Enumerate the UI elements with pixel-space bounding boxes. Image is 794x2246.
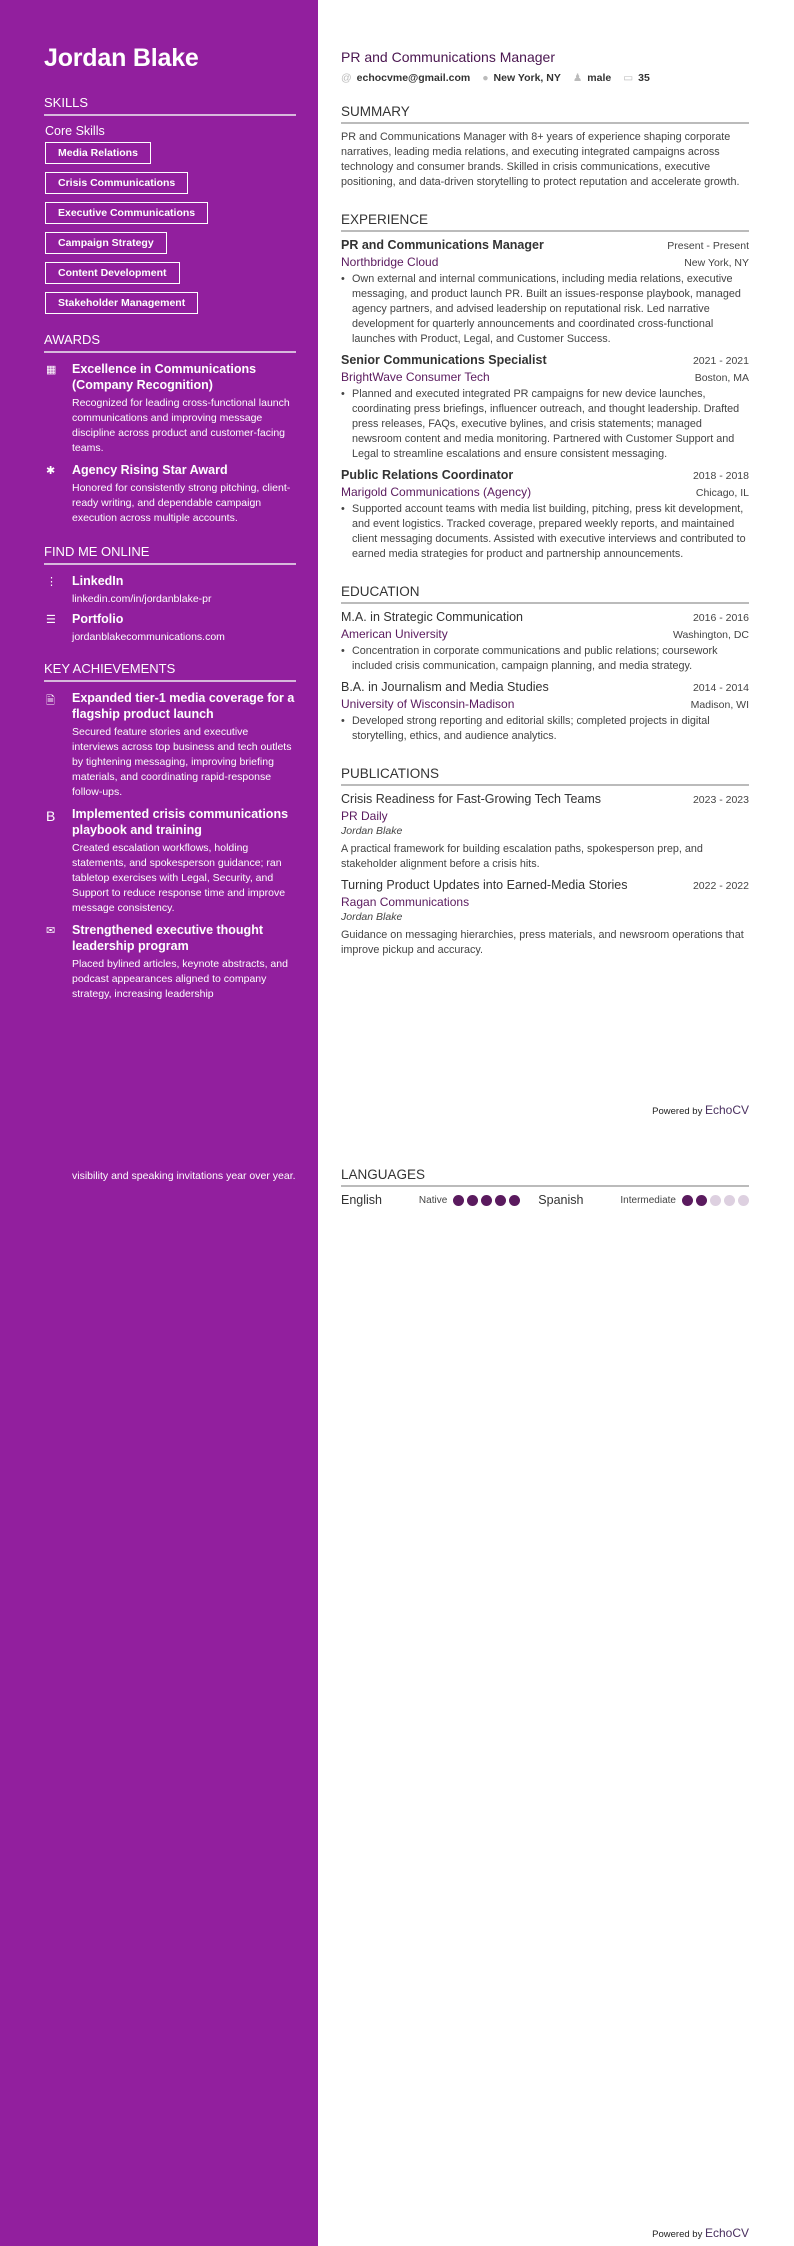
language-rating [682, 1195, 749, 1206]
award-item [44, 361, 296, 456]
experience-entry: Senior Communications Specialist 2021 - 2021 BrightWave Consumer Tech Boston, MA • Planned and executed integrated PR campaigns for new device launches, coordinating press briefings, influencer outreach, and thought leadership. Drafted press releases, FAQs, executive bylines, and crisis statements; managed newsroom content and media monitoring. Partnered with Customer Support and Legal to streamline escalations and ensure consistent messaging. [341, 353, 749, 460]
lines-icon: ☰ [46, 614, 56, 626]
main-continued [341, 1147, 749, 1207]
company: Northbridge Cloud [341, 255, 439, 269]
skill-tag: Media Relations [45, 142, 151, 164]
bullet: Own external and internal communications, including media relations, executive messaging, and product launch PR. Built an issues-response playbook, managed agency partners, and advised leadership on reputational risk. Led narrative development for quarterly announcements and coordinated cross-functional launches with Product, Legal, and Customer Success. [352, 273, 741, 345]
school: University of Wisconsin-Madison [341, 697, 515, 711]
location: Chicago, IL [695, 487, 749, 499]
chart-icon: ▦ [46, 364, 57, 376]
publication-desc: Guidance on messaging hierarchies, press materials, and newsroom operations that improve pickup and accuracy. [341, 929, 744, 956]
bullet: Planned and executed integrated PR campaigns for new device launches, coordinating press briefings, influencer outreach, and thought leadership. Drafted press releases, FAQs, executive bylines, and crisis statements; managed newsroom content and media monitoring. Partnered with Customer Support and Legal to streamline escalations and ensure consistent messaging. [352, 388, 740, 460]
language-name: Spanish [538, 1193, 584, 1207]
achievement-item [44, 690, 296, 800]
languages-row [341, 1193, 749, 1207]
award-desc: Honored for consistently strong pitching, client-ready writing, and dependable campaign execution across multiple accounts. [72, 482, 291, 524]
letter-b-icon: B [46, 808, 56, 824]
rating-dot [696, 1195, 707, 1206]
dates: 2022 - 2022 [692, 880, 749, 892]
powered-by: Powered by EchoCV [652, 2226, 749, 2240]
at-icon: @ [341, 72, 352, 84]
echocv-brand[interactable]: EchoCV [704, 2226, 749, 2240]
link-label: Portfolio [72, 612, 124, 626]
achievement-desc: Placed bylined articles, keynote abstracts, and podcast appearances aligned to company strategy, increasing leadership [72, 958, 288, 1000]
achievements-heading: KEY ACHIEVEMENTS [44, 661, 296, 682]
author: Jordan Blake [341, 825, 403, 837]
candidate-name: Jordan Blake [44, 44, 199, 72]
publication-desc: A practical framework for building escalation paths, spokesperson prep, and stakeholder alignment before a crisis hits. [341, 843, 703, 870]
link-label: LinkedIn [72, 574, 124, 588]
award-title: Excellence in Communications (Company Recognition) [72, 362, 257, 392]
language-level: Intermediate [620, 1194, 676, 1206]
language-rating [453, 1195, 520, 1206]
document-icon: 🗎 [46, 695, 55, 707]
skill-tag: Content Development [45, 262, 180, 284]
publications-heading: PUBLICATIONS [341, 766, 749, 786]
achievement-desc-continued: visibility and speaking invitations year over year. [72, 1170, 296, 1182]
location: New York, NY [493, 72, 561, 84]
rating-dot [724, 1195, 735, 1206]
gender: male [587, 72, 612, 84]
powered-by: Powered by EchoCV [652, 1103, 749, 1117]
envelope-open-icon: ✉ [46, 925, 56, 937]
rating-dot [738, 1195, 749, 1206]
award-item [44, 462, 296, 526]
job-title: PR and Communications Manager [341, 49, 555, 65]
bullet: Supported account teams with media list building, pitching, press kit development, and event logistics. Tracked coverage, prepared weekly reports, and maintained client messaging documents. Assisted with executive interviews and contributed to earned media strategies for product and partnership announcements. [352, 503, 746, 560]
achievement-title: Strengthened executive thought leadership program [72, 923, 263, 953]
position: Senior Communications Specialist [341, 353, 547, 367]
achievement-item [44, 922, 296, 1002]
contact-row [341, 72, 749, 84]
location: New York, NY [684, 257, 749, 269]
core-skills-label: Core Skills [45, 124, 105, 138]
skills-list [44, 142, 296, 322]
bullet: Concentration in corporate communications and public relations; coursework included crisis communication, campaign planning, and media strategy. [352, 645, 718, 672]
location-pin-icon: ● [482, 72, 489, 84]
rating-dot [710, 1195, 721, 1206]
degree: M.A. in Strategic Communication [341, 610, 524, 624]
rating-dot [509, 1195, 520, 1206]
rating-dot [467, 1195, 478, 1206]
achievement-item [44, 806, 296, 916]
echocv-brand[interactable]: EchoCV [704, 1103, 749, 1117]
rating-dot [453, 1195, 464, 1206]
experience-heading: EXPERIENCE [341, 212, 749, 232]
dates: 2023 - 2023 [692, 794, 749, 806]
dates: Present - Present [667, 240, 749, 252]
link-item[interactable] [44, 573, 296, 605]
location: Boston, MA [694, 372, 749, 384]
degree: B.A. in Journalism and Media Studies [341, 680, 549, 694]
award-desc: Recognized for leading cross-functional launch communications and improving message discipline across product and customer-facing teams. [72, 397, 290, 454]
position: Public Relations Coordinator [341, 468, 514, 482]
language-level: Native [418, 1194, 448, 1206]
experience-entry: Public Relations Coordinator 2018 - 2018 Marigold Communications (Agency) Chicago, IL • Supported account teams with media list building, pitching, press kit development, and event logistics. Tracked coverage, prepared weekly reports, and maintained client messaging documents. Assisted with executive interviews and contributed to earned media strategies for product and partnership announcements. [341, 468, 749, 560]
location: Washington, DC [672, 629, 749, 641]
page-2 [0, 1123, 794, 2246]
company: Marigold Communications (Agency) [341, 485, 532, 499]
linkedin-link[interactable]: linkedin.com/in/jordanblake-pr [72, 593, 212, 605]
achievement-desc: Created escalation workflows, holding statements, and spokesperson guidance; ran tabletop exercises with Legal, Security, and Support to reduce response time and improve message consistency. [72, 842, 286, 914]
skill-tag: Campaign Strategy [45, 232, 167, 254]
experience-entry: PR and Communications Manager Present - Present Northbridge Cloud New York, NY • Own external and internal communications, including media relations, executive messaging, and product launch PR. Built an issues-response playbook, managed agency partners, and advised leadership on reputational risk. Led narrative development for quarterly announcements and coordinated cross-functional launches with Product, Legal, and Customer Success. [341, 238, 749, 345]
publisher: Ragan Communications [341, 895, 470, 909]
summary-text: PR and Communications Manager with 8+ years of experience shaping corporate narratives, leading media relations, and executing integrated campaigns across technology and consumer brands. Skilled in crisis communications, executive positioning, and data-driven storytelling to protect reputation and accelerate growth. [341, 131, 740, 188]
achievement-title: Expanded tier-1 media coverage for a flagship product launch [72, 691, 295, 721]
achievement-desc: Secured feature stories and executive interviews across top business and tech outlets by tightening messaging, improving briefing materials, and coordinating rapid-response follow-ups. [72, 726, 292, 798]
dates: 2021 - 2021 [692, 355, 749, 367]
location: Madison, WI [690, 699, 749, 711]
skill-tag: Executive Communications [45, 202, 208, 224]
online-heading: FIND ME ONLINE [44, 544, 296, 565]
age: 35 [638, 72, 650, 84]
dates: 2018 - 2018 [692, 470, 749, 482]
company: BrightWave Consumer Tech [341, 370, 490, 384]
education-entry: M.A. in Strategic Communication 2016 - 2016 American University Washington, DC • Concentration in corporate communications and public relations; coursework included crisis communication, campaign planning, and media strategy. [341, 610, 749, 672]
rating-dot [682, 1195, 693, 1206]
author: Jordan Blake [341, 911, 403, 923]
bug-icon: ✱ [46, 465, 56, 477]
portfolio-link[interactable]: jordanblakecommunications.com [72, 631, 225, 643]
language-name: English [341, 1193, 382, 1207]
main-content [341, 0, 749, 958]
publication-entry [341, 792, 749, 872]
summary-heading: SUMMARY [341, 104, 749, 124]
sidebar-continued [44, 1166, 296, 1184]
awards-heading: AWARDS [44, 332, 296, 353]
award-title: Agency Rising Star Award [72, 463, 228, 477]
publisher: PR Daily [341, 809, 388, 823]
dates: 2014 - 2014 [692, 682, 749, 694]
publication-title: Turning Product Updates into Earned-Media Stories [341, 878, 628, 892]
bullet: Developed strong reporting and editorial skills; completed projects in digital storytelling, ethics, and audience analytics. [352, 715, 710, 742]
rating-dot [481, 1195, 492, 1206]
languages-heading: LANGUAGES [341, 1167, 749, 1187]
skill-tag: Crisis Communications [45, 172, 188, 194]
position: PR and Communications Manager [341, 238, 544, 252]
email[interactable]: echocvme@gmail.com [356, 72, 471, 84]
school: American University [341, 627, 448, 641]
publication-entry [341, 878, 749, 958]
sidebar-content [44, 0, 296, 1008]
publication-title: Crisis Readiness for Fast-Growing Tech Teams [341, 792, 602, 806]
skills-heading: SKILLS [44, 95, 296, 116]
achievement-title: Implemented crisis communications playbook and training [72, 807, 289, 837]
link-item[interactable] [44, 611, 296, 643]
rating-dot [495, 1195, 506, 1206]
education-heading: EDUCATION [341, 584, 749, 604]
skill-tag: Stakeholder Management [45, 292, 198, 314]
dots-vertical-icon: ⋮ [46, 576, 57, 588]
dates: 2016 - 2016 [692, 612, 749, 624]
person-icon: ♟ [572, 72, 583, 84]
education-entry: B.A. in Journalism and Media Studies 2014 - 2014 University of Wisconsin-Madison Madison, WI • Developed strong reporting and editorial skills; completed projects in digital storytelling, ethics, and audience analytics. [341, 680, 749, 742]
calendar-icon: ▭ [623, 72, 634, 84]
